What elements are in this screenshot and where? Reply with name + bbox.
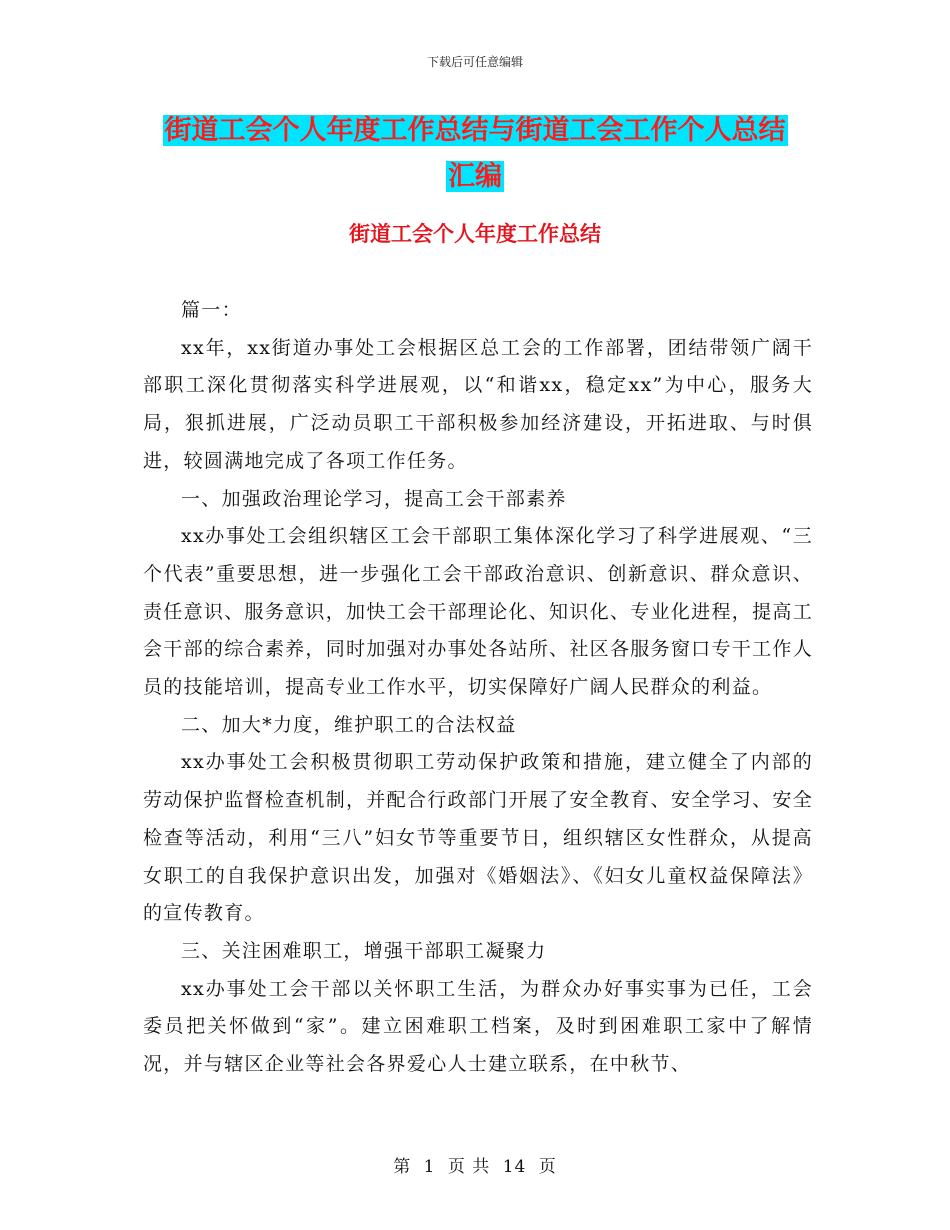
page-footer [0,1152,950,1177]
current-page-number: 1 [423,1157,436,1177]
document-title-line-1: 街道工会个人年度工作总结与街道工会工作个人总结 [164,115,786,146]
paragraph-heading: 二、加大*力度，维护职工的合法权益 [181,713,517,736]
section-title: 街道工会个人年度工作总结 [349,222,601,246]
document-body [143,292,813,1084]
document-title-line-2: 汇编 [448,161,502,192]
total-pages: 14 [502,1157,527,1177]
footer-suffix: 页 [538,1157,557,1177]
paragraph: xx办事处工会组织辖区工会干部职工集体深化学习了科学进展观、“三个代表”重要思想，进一步强化工会干部政治意识、创新意识、群众意识、责任意识、服务意识，加快工会干部理论化、知识化、专业化进程，提高工会干部的综合素养，同时加强对办事处各站所、社区各服务窗口专干工作人员的技能培训，提高专业工作水平，切实保障好广阔人民群众的利益。 [143,525,813,699]
paragraph: xx办事处工会积极贯彻职工劳动保护政策和措施，建立健全了内部的劳动保护监督检查机制，并配合行政部门开展了安全教育、安全学习、安全检查等活动，利用“三八”妇女节等重要节日，组织辖区女性群众，从提高女职工的自我保护意识出发，加强对《婚姻法》、《妇女儿童权益保障法》的宣传教育。 [143,751,813,925]
paragraph-heading: 一、加强政治理论学习，提高工会干部素养 [181,487,567,510]
paragraph: xx办事处工会干部以关怀职工生活，为群众办好事实事为已任，工会委员把关怀做到“家”。建立困难职工档案，及时到困难职工家中了解情况，并与辖区企业等社会各界爱心人士建立联系，在中秋节、 [143,977,813,1076]
header-note: 下载后可任意编辑 [426,55,523,69]
footer-prefix: 第 [393,1157,412,1177]
footer-middle: 页 共 [447,1157,491,1177]
document-title [150,108,800,200]
paragraph-label: 篇一： [181,299,242,321]
paragraph: xx年，xx街道办事处工会根据区总工会的工作部署，团结带领广阔干部职工深化贯彻落实科学进展观，以“和谐xx，稳定xx”为中心，服务大局，狠抓进展，广泛动员职工干部积极参加经济建设，开拓进取、与时俱进，较圆满地完成了各项工作任务。 [143,336,813,472]
paragraph-heading: 三、关注困难职工，增强干部职工凝聚力 [181,939,547,962]
